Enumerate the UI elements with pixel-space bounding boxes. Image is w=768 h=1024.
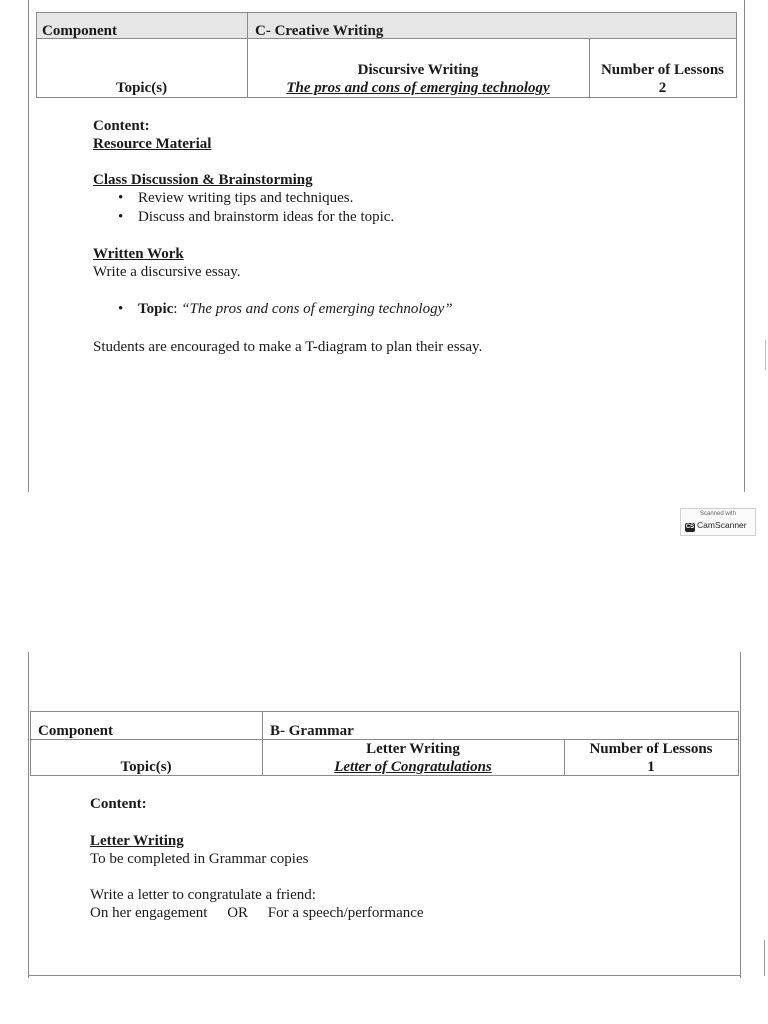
- scan-edge-artifact: [764, 940, 765, 976]
- discussion-heading: Class Discussion & Brainstorming: [93, 172, 313, 188]
- camscanner-logo-icon: CS: [685, 524, 695, 530]
- content-label: Content:: [90, 796, 147, 812]
- lessons-value: 2: [658, 80, 667, 96]
- lessons-label: Number of Lessons: [589, 741, 713, 757]
- topic-title: Letter Writing: [366, 741, 460, 757]
- page-left-border: [28, 0, 29, 492]
- page-right-border: [744, 0, 745, 492]
- table-bottom-border: [36, 97, 737, 98]
- stamp-caption: Scanned with: [699, 511, 737, 517]
- topic-subtitle: Letter of Congratulations: [334, 759, 492, 775]
- component-value: C- Creative Writing: [255, 23, 384, 39]
- closing-text: Students are encouraged to make a T-diagram to plan their essay.: [93, 339, 483, 355]
- content-label: Content:: [93, 118, 150, 134]
- table-mid-border: [36, 38, 737, 39]
- component-label: Component: [38, 723, 114, 739]
- lesson-plan-page-grammar: [26, 652, 744, 978]
- table-right-border: [738, 711, 739, 776]
- instruction-text: Write a letter to congratulate a friend:: [90, 887, 316, 903]
- table-top-border: [36, 12, 737, 13]
- list-item: • Topic: “The pros and cons of emerging technology”: [116, 300, 453, 319]
- list-item: • Review writing tips and techniques.: [116, 189, 394, 208]
- option-engagement: On her engagement: [90, 905, 208, 921]
- topic-bullet: [116, 300, 453, 319]
- page-right-border: [740, 652, 741, 978]
- topics-label: Topic(s): [120, 759, 172, 775]
- page-bottom-border: [28, 975, 741, 976]
- lessons-value: 1: [647, 759, 655, 775]
- list-item: • Discuss and brainstorm ideas for the topic.: [116, 208, 394, 227]
- table-header-row-bg: [36, 12, 737, 38]
- topic-bullet-label: Topic: [138, 301, 174, 317]
- table-top-border: [30, 711, 739, 712]
- page-left-border: [28, 652, 29, 978]
- stamp-brand-name: CamScanner: [697, 520, 747, 530]
- options-line: [90, 904, 424, 923]
- component-label: Component: [42, 23, 118, 39]
- written-work-text: Write a discursive essay.: [93, 264, 241, 280]
- component-value: B- Grammar: [270, 723, 354, 739]
- topic-title: Discursive Writing: [357, 62, 479, 78]
- camscanner-watermark: [680, 508, 756, 536]
- topic-subtitle: The pros and cons of emerging technology: [286, 80, 550, 96]
- letter-writing-heading: Letter Writing: [90, 833, 184, 849]
- topic-bullet-value: “The pros and cons of emerging technology”: [181, 301, 453, 317]
- stamp-brand: [685, 520, 747, 532]
- topics-label: Topic(s): [115, 80, 168, 96]
- table-right-border: [736, 12, 737, 98]
- lesson-plan-page-creative-writing: [28, 0, 746, 492]
- written-work-heading: Written Work: [93, 246, 184, 262]
- option-separator: OR: [227, 905, 249, 921]
- letter-writing-text: To be completed in Grammar copies: [90, 851, 309, 867]
- scan-edge-artifact: [765, 340, 766, 370]
- discussion-list: [116, 189, 394, 227]
- lessons-label: Number of Lessons: [600, 62, 725, 78]
- option-speech: For a speech/performance: [267, 905, 424, 921]
- resource-heading: Resource Material: [93, 136, 212, 152]
